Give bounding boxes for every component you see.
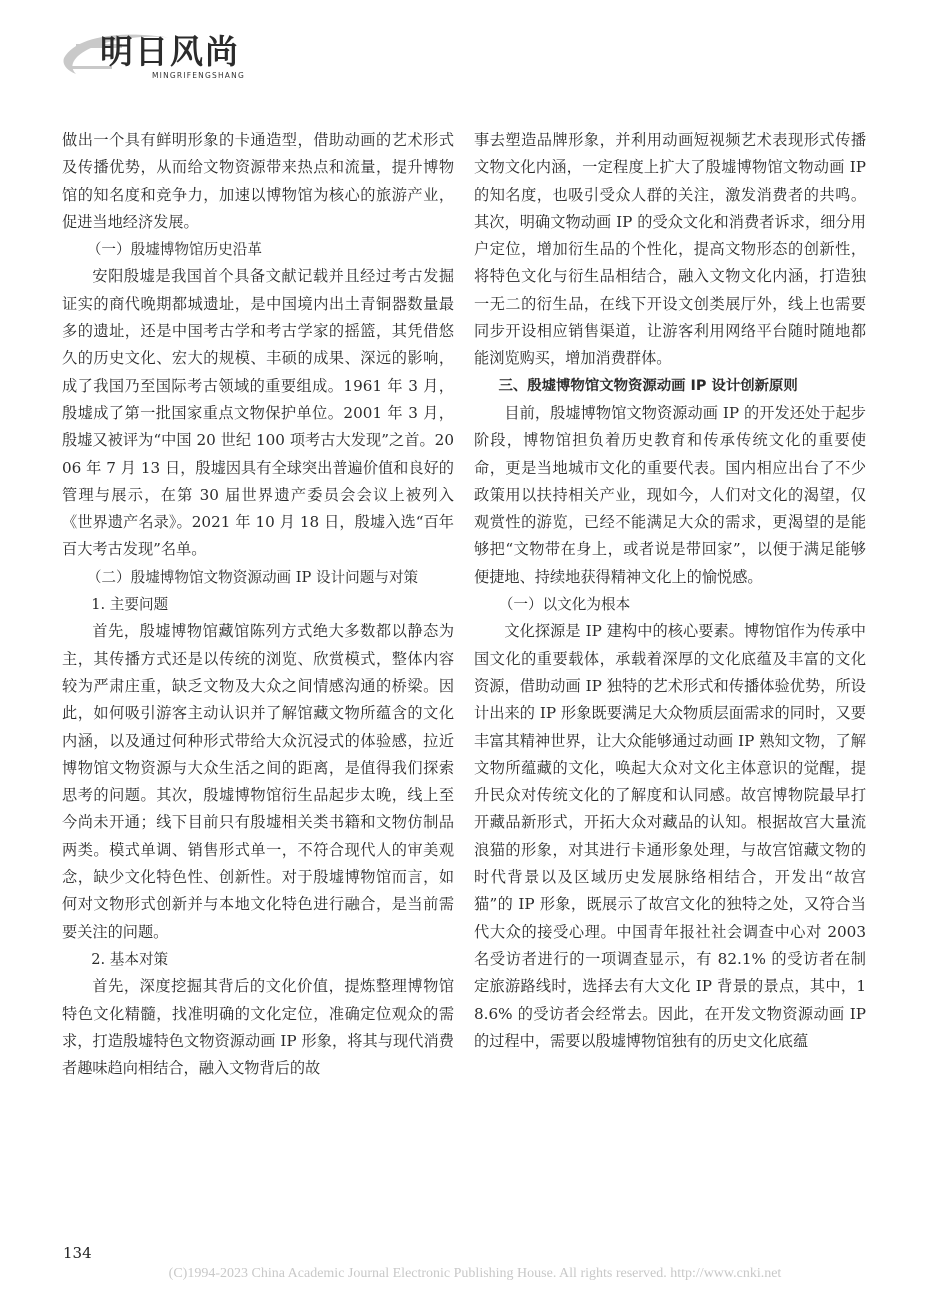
left-column bbox=[62, 127, 454, 1082]
right-column bbox=[474, 127, 866, 1055]
paragraph-countermeasures: 首先，深度挖掘其背后的文化价值，提炼整理博物馆特色文化精髓，找准明确的文化定位，准确定位观众的需求，打造殷墟特色文物资源动画 IP 形象，将其与现代消费者趣味趋向相结合，融入文物背后的故 bbox=[62, 977, 454, 1078]
subheading-countermeasures: 2. 基本对策 bbox=[91, 950, 169, 968]
paragraph-principles: 目前，殷墟博物馆文物资源动画 IP 的开发还处于起步阶段，博物馆担负着历史教育和传承传统文化的重要使命，更是当地城市文化的重要代表。国内相应出台了不少政策用以扶持相关产业，现如今，人们对文化的渴望，仅观赏性的游览，已经不能满足大众的需求，更渴望的是能够把“文物带在身上，或者说是带回家”，以便于满足能够便捷地、持续地获得精神文化上的愉悦感。 bbox=[474, 403, 866, 586]
paragraph-countermeasures-continued: 事去塑造品牌形象，并利用动画短视频艺术表现形式传播文物文化内涵，一定程度上扩大了殷墟博物馆文物动画 IP 的知名度，也吸引受众人群的关注，激发消费者的共鸣。其次，明确文物动画 IP 的受众文化和消费者诉求，细分用户定位，增加衍生品的个性化，提高文物形态的创新性，将特色文化与衍生品相结合，融入文物文化内涵，打造独一无二的衍生品，在线下开设文创类展厅外，线上也需要同步开设相应销售渠道，让游客利用网络平台随时随地都能浏览购买，增加消费群体。 bbox=[474, 131, 866, 368]
section-heading-culture: （一）以文化为根本 bbox=[498, 596, 631, 614]
section-heading-principles: 三、殷墟博物馆文物资源动画 IP 设计创新原则 bbox=[498, 377, 798, 394]
subheading-main-problems: 1. 主要问题 bbox=[91, 596, 169, 614]
copyright-footer: (C)1994-2023 China Academic Journal Electronic Publishing House. All rights reserved. http://www.cnki.net bbox=[168, 1266, 782, 1281]
magazine-logo bbox=[62, 28, 262, 88]
logo-title: 明日风尚 bbox=[100, 32, 240, 71]
paragraph-main-problems: 首先，殷墟博物馆藏馆陈列方式绝大多数都以静态为主，其传播方式还是以传统的浏览、欣赏模式，整体内容较为严肃庄重，缺乏文物及大众之间情感沟通的桥梁。因此，如何吸引游客主动认识并了解馆藏文物所蕴含的文化内涵，以及通过何种形式带给大众沉浸式的体验感，拉近博物馆文物资源与大众生活之间的距离，是值得我们探索思考的问题。其次，殷墟博物馆衍生品起步太晚，线上至今尚未开通；线下目前只有殷墟相关类书籍和文物仿制品两类。模式单调、销售形式单一，不符合现代人的审美观念，缺少文化特色性、创新性。对于殷墟博物馆而言，如何对文物形式创新并与本地文化特色进行融合，是当前需要关注的问题。 bbox=[62, 622, 454, 941]
section-heading-history: （一）殷墟博物馆历史沿革 bbox=[86, 241, 262, 259]
page-number: 134 bbox=[63, 1244, 92, 1262]
paragraph-history: 安阳殷墟是我国首个具备文献记载并且经过考古发掘证实的商代晚期都城遗址，是中国境内出土青铜器数量最多的遗址，还是中国考古学和考古学家的摇篮，其凭借悠久的历史文化、宏大的规模、丰硕的成果、深远的影响，成了我国乃至国际考古领域的重要组成。1961 年 3 月，殷墟成了第一批国家重点文物保护单位。2001 年 3 月，殷墟又被评为“中国 20 世纪 100 项考古大发现”之首。2006 年 7 月 13 日，殷墟因具有全球突出普遍价值和良好的管理与展示，在第 30 届世界遗产委员会会议上被列入《世界遗产名录》。2021 年 10 月 18 日，殷墟入选“百年百大考古发现”名单。 bbox=[62, 267, 454, 559]
paragraph-culture: 文化探源是 IP 建构中的核心要素。博物馆作为传承中国文化的重要载体，承载着深厚的文化底蕴及丰富的文化资源，借助动画 IP 独特的艺术形式和传播体验优势，所设计出来的 IP 形象既要满足大众物质层面需求的同时，又要丰富其精神世界，让大众能够通过动画 IP 熟知文物，了解文物所蕴藏的文化，唤起大众对文化主体意识的觉醒，提升民众对传统文化的了解度和认同感。故宫博物院最早打开藏品新形式，开拓大众对藏品的认知。根据故宫大量流浪猫的形象，对其进行卡通形象处理，与故宫馆藏文物的时代背景以及区域历史发展脉络相结合，开发出“故宫猫”的 IP 形象，既展示了故宫文化的独特之处，又符合当代大众的接受心理。中国青年报社社会调查中心对 2003 名受访者进行的一项调查显示，有 82.1% 的受访者在制定旅游路线时，选择去有大文化 IP 背景的景点，其中，18.6% 的受访者会经常去。因此，在开发文物资源动画 IP 的过程中，需要以殷墟博物馆独有的历史文化底蕴 bbox=[474, 622, 866, 1050]
logo-subtitle: MINGRIFENGSHANG bbox=[152, 71, 245, 80]
paragraph-intro-continued: 做出一个具有鲜明形象的卡通造型，借助动画的艺术形式及传播优势，从而给文物资源带来热点和流量，提升博物馆的知名度和竞争力，加速以博物馆为核心的旅游产业，促进当地经济发展。 bbox=[62, 131, 454, 231]
section-heading-problems: （二）殷墟博物馆文物资源动画 IP 设计问题与对策 bbox=[86, 568, 419, 586]
